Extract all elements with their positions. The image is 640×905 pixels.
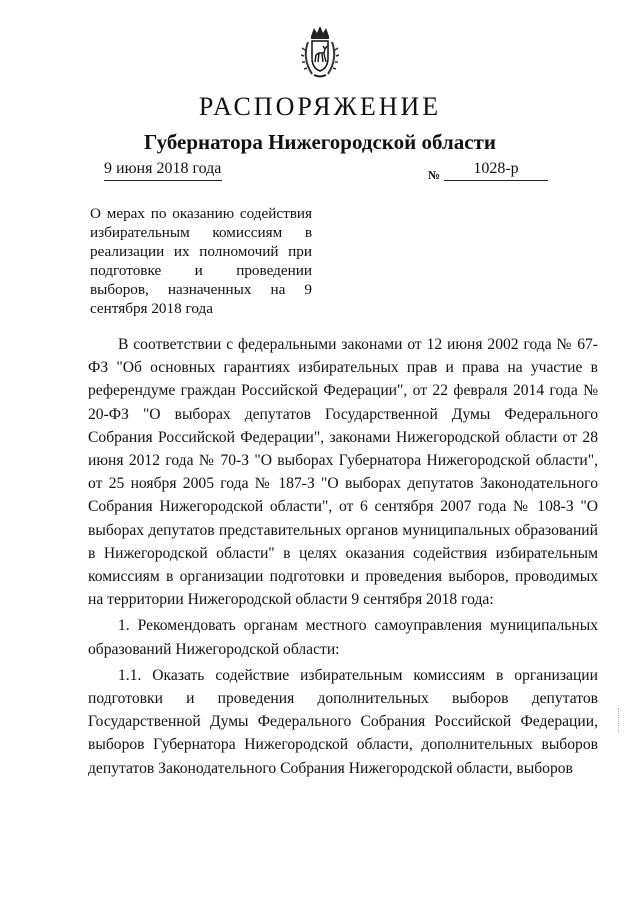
preamble-paragraph: В соответствии с федеральными законами от 12 июня 2002 года № 67-ФЗ "Об основных гарантиях избирательных прав и права на участие в референдуме граждан Российской Федерации", от 22 февраля 2014 года № 20-ФЗ "О выборах депутатов Государственной Думы Федерального Собрания Российской Федерации", законами Нижегородской области от 28 июня 2012 года № 70-З "О выборах Губернатора Нижегородской области", от 25 ноября 2005 года № 187-З "О выборах депутатов Законодательного Собрания Нижегородской области", от 6 сентября 2007 года № 108-З "О выборах депутатов представительных органов муниципальных образований в Нижегородской области" в целях оказания содействия избирательным комиссиям в организации подготовки и проведения выборов, проводимых на территории Нижегородской области 9 сентября 2018 года: — [88, 336, 598, 609]
document-number: 1028-р — [444, 160, 548, 181]
document-date: 9 июня 2018 года — [104, 160, 222, 181]
scan-edge-mark — [618, 708, 625, 732]
issuing-authority: Губернатора Нижегородской области — [144, 130, 496, 154]
document-subject: О мерах по оказанию содействия избирательным комиссиям в реализации их полномочий при подготовке и проведении выборов, назначенных на 9 сентября 2018 года — [90, 205, 312, 317]
coat-of-arms-icon — [300, 24, 340, 80]
clause-1: 1. Рекомендовать органам местного самоуправления муниципальных образований Нижегородской области: — [88, 617, 598, 658]
document-type-heading: РАСПОРЯЖЕНИЕ — [198, 92, 442, 121]
number-label: № — [428, 168, 441, 182]
clause-1-1: 1.1. Оказать содействие избирательным комиссиям в организации подготовки и проведения дополнительных выборов депутатов Государственной Думы Федерального Собрания Российской Федерации, выборов Губернатора Нижегородской области, дополнительных выборов депутатов Законодательного Собрания Нижегородской области, выборов — [88, 666, 598, 777]
document-body — [88, 333, 598, 780]
